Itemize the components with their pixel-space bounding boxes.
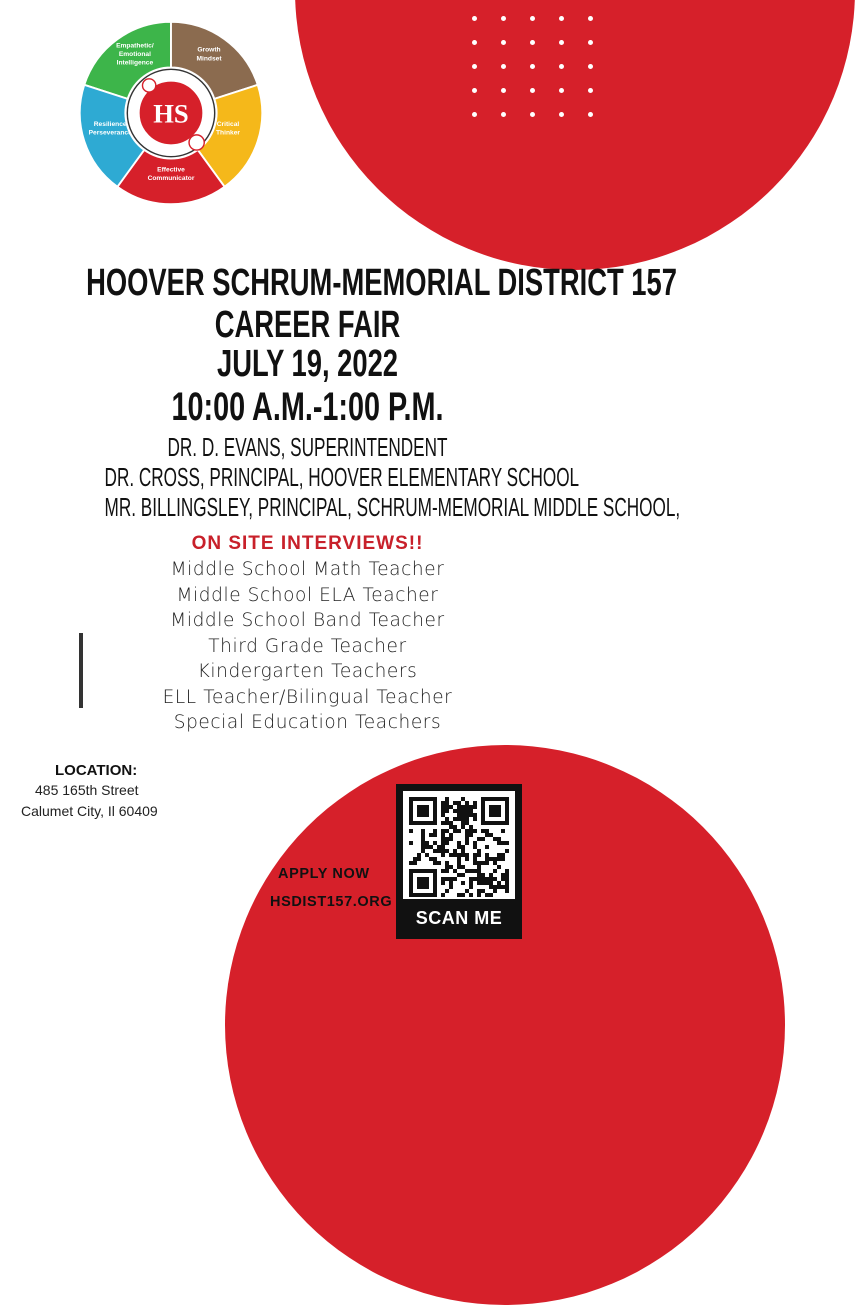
official-elementary-principal: DR. CROSS, PRINCIPAL, HOOVER ELEMENTARY SCHOOL <box>104 462 580 492</box>
decorative-dot-grid <box>472 16 602 116</box>
position-item: Third Grade Teacher <box>208 635 407 657</box>
logo-segment-label: Resilience <box>93 120 127 128</box>
position-item: ELL Teacher/Bilingual Teacher <box>162 686 453 708</box>
decorative-dot <box>530 16 535 21</box>
logo-segment-label: Emotional <box>118 51 151 58</box>
logo-segment-label: Mindset <box>196 55 222 63</box>
position-item: Middle School Math Teacher <box>170 559 445 580</box>
decorative-dot <box>472 88 477 93</box>
logo-segment-label: Effective <box>157 166 185 174</box>
decorative-dot <box>472 64 477 69</box>
title-district: HOOVER SCHRUM-MEMORIAL DISTRICT 157 <box>86 262 677 304</box>
official-superintendent: DR. D. EVANS, SUPERINTENDENT <box>167 432 448 462</box>
scan-me-label: SCAN ME <box>415 908 503 928</box>
location-label: LOCATION: <box>55 762 138 779</box>
decorative-dot <box>559 112 564 117</box>
qr-code[interactable] <box>403 791 515 899</box>
official-middle-principal: MR. BILLINGSLEY, PRINCIPAL, SCHRUM-MEMORIAL MIDDLE SCHOOL, <box>104 492 681 522</box>
decorative-dot <box>559 64 564 69</box>
decorative-dot <box>501 64 506 69</box>
decorative-dot <box>588 88 593 93</box>
decorative-dot <box>559 88 564 93</box>
qr-code-icon <box>403 791 515 899</box>
logo-monogram: HS <box>153 98 189 129</box>
interviews-heading: ON SITE INTERVIEWS!! <box>191 533 424 554</box>
decorative-dot <box>588 64 593 69</box>
decorative-dot <box>559 40 564 45</box>
logo-segment-label: Thinker <box>216 129 241 137</box>
decorative-dot <box>588 112 593 117</box>
decorative-dot <box>472 40 477 45</box>
decorative-dot <box>530 88 535 93</box>
paw-icon <box>143 79 156 92</box>
decorative-dot <box>530 64 535 69</box>
logo-segment-label: Growth <box>197 46 221 54</box>
logo-segment-label: Empathetic/ <box>116 42 154 50</box>
decorative-dot <box>472 112 477 117</box>
location-city: Calumet City, Il 60409 <box>21 803 158 819</box>
qr-code-card[interactable] <box>396 784 522 939</box>
event-time: 10:00 A.M.-1:00 P.M. <box>171 385 444 429</box>
apply-website-link[interactable]: HSDIST157.ORG <box>270 894 393 910</box>
decorative-dot <box>530 40 535 45</box>
title-event: CAREER FAIR <box>214 304 401 346</box>
position-item: Kindergarten Teachers <box>197 661 418 682</box>
decorative-dot <box>501 16 506 21</box>
district-logo <box>76 18 266 208</box>
position-item: Middle School Band Teacher <box>170 610 445 631</box>
decorative-vertical-bar <box>79 633 83 708</box>
logo-segment-label: Communicator <box>147 174 195 182</box>
decorative-dot <box>530 112 535 117</box>
positions-list <box>0 557 615 736</box>
event-date: JULY 19, 2022 <box>216 343 399 385</box>
decorative-dot <box>559 16 564 21</box>
decorative-dot <box>501 112 506 117</box>
logo-segment-label: Critical <box>216 120 240 128</box>
logo-segment-label: Perseverance <box>88 129 132 137</box>
decorative-dot <box>588 16 593 21</box>
location-street: 485 165th Street <box>35 782 139 798</box>
mascot-icon <box>189 135 204 150</box>
decorative-dot <box>472 16 477 21</box>
apply-now-label: APPLY NOW <box>278 866 370 882</box>
decorative-dot <box>501 88 506 93</box>
position-item: Middle School ELA Teacher <box>176 584 439 606</box>
logo-segment-label: Intelligence <box>116 59 154 67</box>
decorative-dot <box>501 40 506 45</box>
decorative-dot <box>588 40 593 45</box>
position-item: Special Education Teachers <box>173 712 442 733</box>
